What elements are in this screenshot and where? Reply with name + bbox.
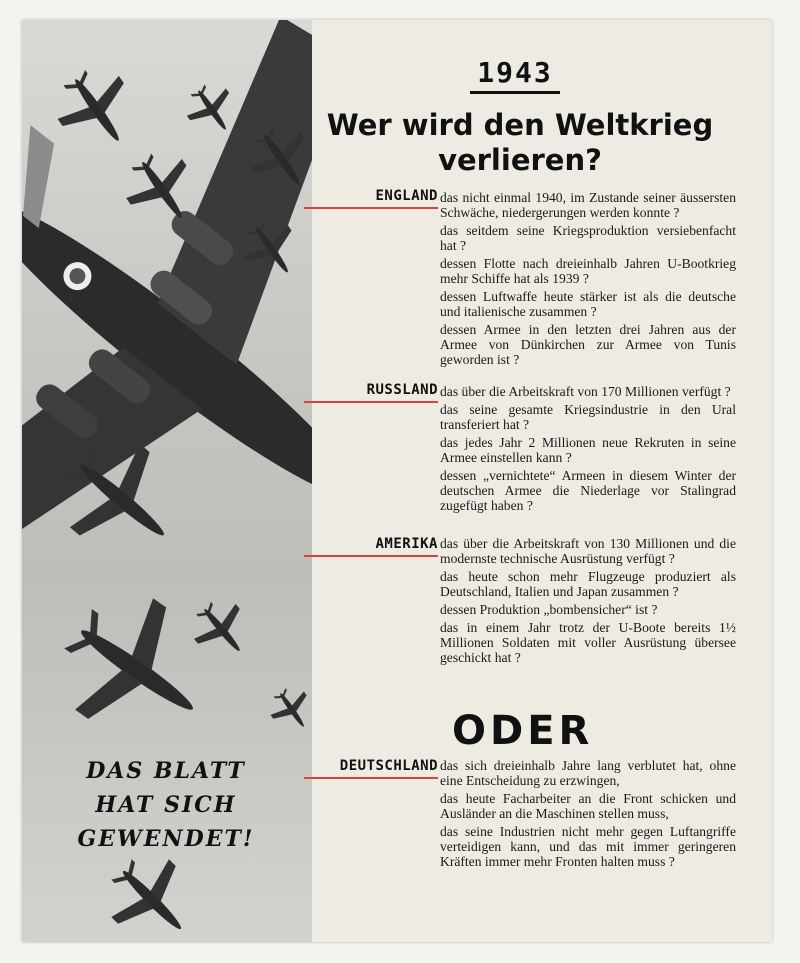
- slogan-line-2: HAT SICH: [95, 792, 237, 818]
- list-item: dessen „vernichtete“ Armeen in diesem Winter der deutschen Armee die Niederlage vor Stalingrad zugefügt haben ?: [440, 468, 736, 513]
- list-item: das seine gesamte Kriegsindustrie in den Ural transferiert hat ?: [440, 402, 736, 432]
- headline: [305, 108, 735, 178]
- oder-heading: ODER: [452, 708, 594, 754]
- list-item: das heute schon mehr Flugzeuge produziert als Deutschland, Italien und Japan zusammen ?: [440, 569, 736, 599]
- list-item: das jedes Jahr 2 Millionen neue Rekruten in seine Armee einstellen kann ?: [440, 435, 736, 465]
- year-heading: 1943: [470, 56, 560, 94]
- list-item: das über die Arbeitskraft von 130 Millionen und die modernste technische Ausrüstung verfügt ?: [440, 536, 736, 566]
- country-label-russland: RUSSLAND: [298, 382, 438, 403]
- list-item: das heute Facharbeiter an die Front schicken und Ausländer an die Maschinen stellen muss,: [440, 791, 736, 821]
- slogan-line-1: DAS BLATT: [86, 758, 246, 784]
- country-label-deutschland: DEUTSCHLAND: [298, 758, 438, 779]
- list-item: das in einem Jahr trotz der U-Boote bereits 1½ Millionen Soldaten mit voller Ausrüstung übersee geschickt hat ?: [440, 620, 736, 665]
- russland-text-block: [440, 384, 736, 516]
- headline-line-2: verlieren?: [438, 143, 602, 177]
- country-label-england: ENGLAND: [298, 188, 438, 209]
- country-label-amerika: AMERIKA: [298, 536, 438, 557]
- england-text-block: [440, 190, 736, 370]
- list-item: dessen Flotte nach dreieinhalb Jahren U-Bootkrieg mehr Schiffe hat als 1939 ?: [440, 256, 736, 286]
- list-item: dessen Armee in den letzten drei Jahren aus der Armee von Dünkirchen zur Armee von Tunis geworden ist ?: [440, 322, 736, 367]
- list-item: dessen Produktion „bombensicher“ ist ?: [440, 602, 658, 617]
- list-item: das über die Arbeitskraft von 170 Millionen verfügt ?: [440, 384, 731, 399]
- list-item: das sich dreieinhalb Jahre lang verblutet hat, ohne eine Entscheidung zu erzwingen,: [440, 758, 736, 788]
- headline-line-1: Wer wird den Weltkrieg: [326, 108, 714, 142]
- list-item: das seitdem seine Kriegsproduktion versiebenfacht hat ?: [440, 223, 736, 253]
- list-item: dessen Luftwaffe heute stärker ist als die deutsche und italienische zusammen ?: [440, 289, 736, 319]
- list-item: das seine Industrien nicht mehr gegen Luftangriffe verteidigen kann, und das mit immer geringeren Kräften immer mehr Fronten halten muss ?: [440, 824, 736, 869]
- slogan-line-3: GEWENDET!: [77, 826, 255, 852]
- list-item: das nicht einmal 1940, im Zustande seiner äussersten Schwäche, niedergerungen werden konnte ?: [440, 190, 736, 220]
- leaflet-page: [22, 20, 772, 942]
- deutschland-text-block: [440, 758, 736, 872]
- amerika-text-block: [440, 536, 736, 668]
- lead-bomber: [22, 20, 312, 731]
